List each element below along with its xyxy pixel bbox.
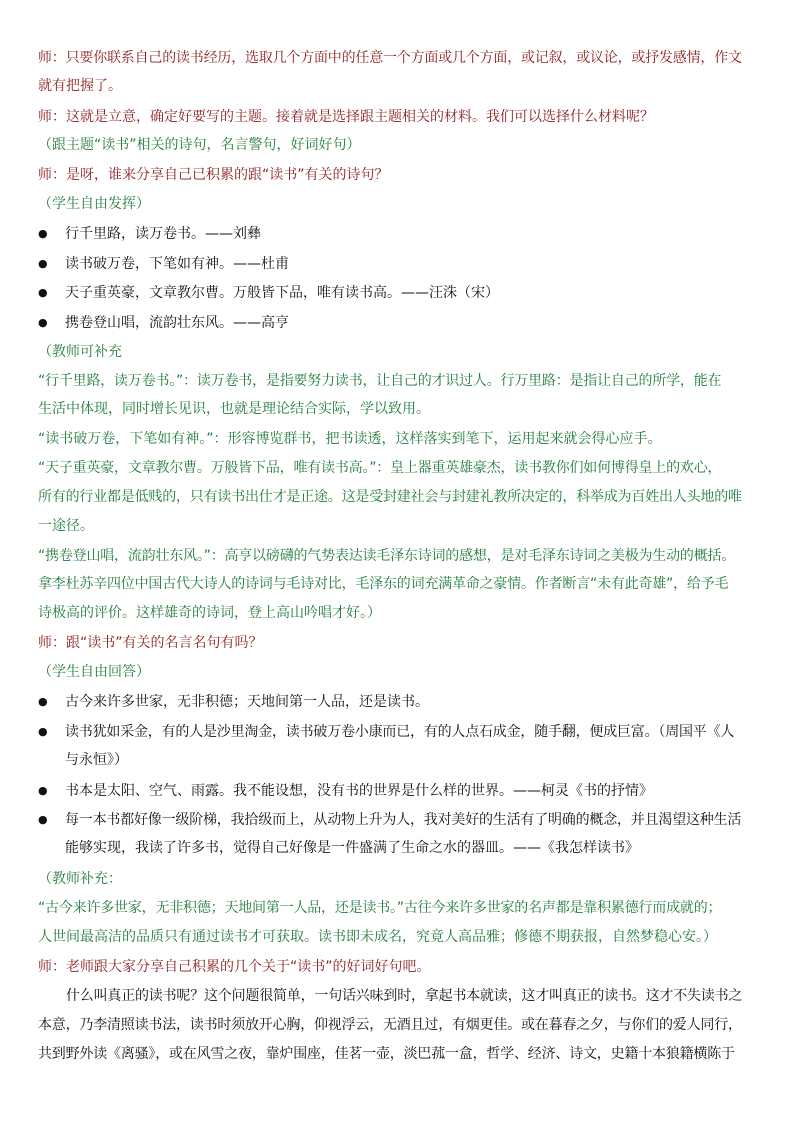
- note-line: （跟主题“读书”相关的诗句，名言警句，好词好句）: [38, 137, 361, 153]
- note-line: （学生自由发挥）: [38, 196, 150, 212]
- note-line: （教师补充：: [38, 871, 122, 887]
- list-item: ● 行千里路，读万卷书。——刘彝: [38, 224, 261, 244]
- teacher-line: 师：这就是立意，确定好要写的主题。接着就是选择跟主题相关的材料。我们可以选择什么材料呢？: [38, 109, 654, 125]
- note-line: 一途径。: [38, 518, 94, 534]
- teacher-line: 就有把握了。: [38, 78, 122, 94]
- note-line: 人世间最高洁的品质只有通过读书才可获取。读书即未成名，究竟人高品雅；修德不期获报，自然梦稳心安。）: [38, 929, 717, 945]
- note-line: （学生自由回答）: [38, 664, 150, 680]
- note-line: “行千里路，读万卷书。”：读万卷书，是指要努力读书，让自己的才识过人。行万里路：是指让自己的所学，能在: [38, 373, 722, 389]
- teacher-line: 师：跟“读书”有关的名言名句有吗？: [38, 635, 263, 651]
- note-line: “携卷登山唱，流韵壮东风。”：高亨以磅礴的气势表达读毛泽东诗词的感想，是对毛泽东诗词之美极为生动的概括。: [38, 548, 736, 564]
- list-item: ● 古今来许多世家，无非积德；天地间第一人品，还是读书。: [38, 692, 429, 712]
- paragraph-line: 共到野外读《离骚》，或在风雪之夜，靠炉围座，佳茗一壶，淡巴菰一盒，哲学、经济、诗文，史籍十本狼籍横陈于: [38, 1046, 735, 1062]
- list-item: ● 携卷登山唱，流韵壮东风。——高亨: [38, 313, 289, 333]
- list-item-continuation: 能够实现，我读了许多书，觉得自己好像是一件盛满了生命之水的器皿。——《我怎样读书》: [65, 840, 639, 856]
- note-line: “天子重英豪，文章教尔曹。万般皆下品，唯有读书高。”：皇上器重英雄豪杰，读书教你们如何博得皇上的欢心，: [38, 460, 722, 476]
- note-line: （教师可补充: [38, 344, 122, 360]
- note-line: 诗极高的评价。这样雄奇的诗词，登上高山吟唱才好。）: [38, 605, 381, 621]
- list-item: ● 书本是太阳、空气、雨露。我不能设想，没有书的世界是什么样的世界。——柯灵《书的抒情》: [38, 781, 653, 801]
- list-item: ● 读书破万卷，下笔如有神。——杜甫: [38, 254, 289, 274]
- list-item-continuation: 与永恒》）: [65, 752, 128, 768]
- note-line: 所有的行业都是低贱的，只有读书出仕才是正途。这是受封建社会与封建礼教所决定的，科举成为百姓出人头地的唯: [38, 489, 742, 505]
- note-line: “读书破万卷，下笔如有神。”：形容博览群书，把书读透，这样落实到笔下，运用起来就会得心应手。: [38, 431, 662, 447]
- paragraph-line: 本意，乃李清照读书法，读书时须放开心胸，仰视浮云，无酒且过，有烟更佳。或在暮春之夕，与你们的爱人同行，: [38, 1017, 742, 1033]
- note-line: “古今来许多世家，无非积德；天地间第一人品，还是读书。”古往今来许多世家的名声都是靠积累德行而成就的；: [38, 900, 722, 916]
- teacher-line: 师：是呀，谁来分享自己已积累的跟“读书”有关的诗句？: [38, 167, 389, 183]
- note-line: 拿李杜苏辛四位中国古代大诗人的诗词与毛诗对比，毛泽东的词充满革命之豪情。作者断言“未有此奇雄”，给予毛: [38, 576, 729, 592]
- teacher-line: 师：只要你联系自己的读书经历，选取几个方面中的任意一个方面或几个方面，或记叙，或议论，或抒发感情，作文: [38, 50, 742, 66]
- teacher-line: 师：老师跟大家分享自己积累的几个关于“读书”的好词好句吧。: [38, 959, 431, 975]
- list-item: ● 天子重英豪，文章教尔曹。万般皆下品，唯有读书高。——汪洙（宋）: [38, 283, 499, 303]
- note-line: 生活中体现，同时增长见识，也就是理论结合实际，学以致用。: [38, 401, 430, 417]
- list-item: ● 读书犹如采金，有的人是沙里淘金，读书破万卷小康而已，有的人点石成金，随手翻，便成巨富。（周国平《人: [38, 722, 734, 742]
- paragraph-line: 什么叫真正的读书呢？这个问题很简单，一句话兴味到时，拿起书本就读，这才叫真正的读书。这才不失读书之: [66, 988, 743, 1004]
- list-item: ● 每一本书都好像一级阶梯，我拾级而上，从动物上升为人，我对美好的生活有了明确的概念，并且渴望这种生活: [38, 810, 741, 830]
